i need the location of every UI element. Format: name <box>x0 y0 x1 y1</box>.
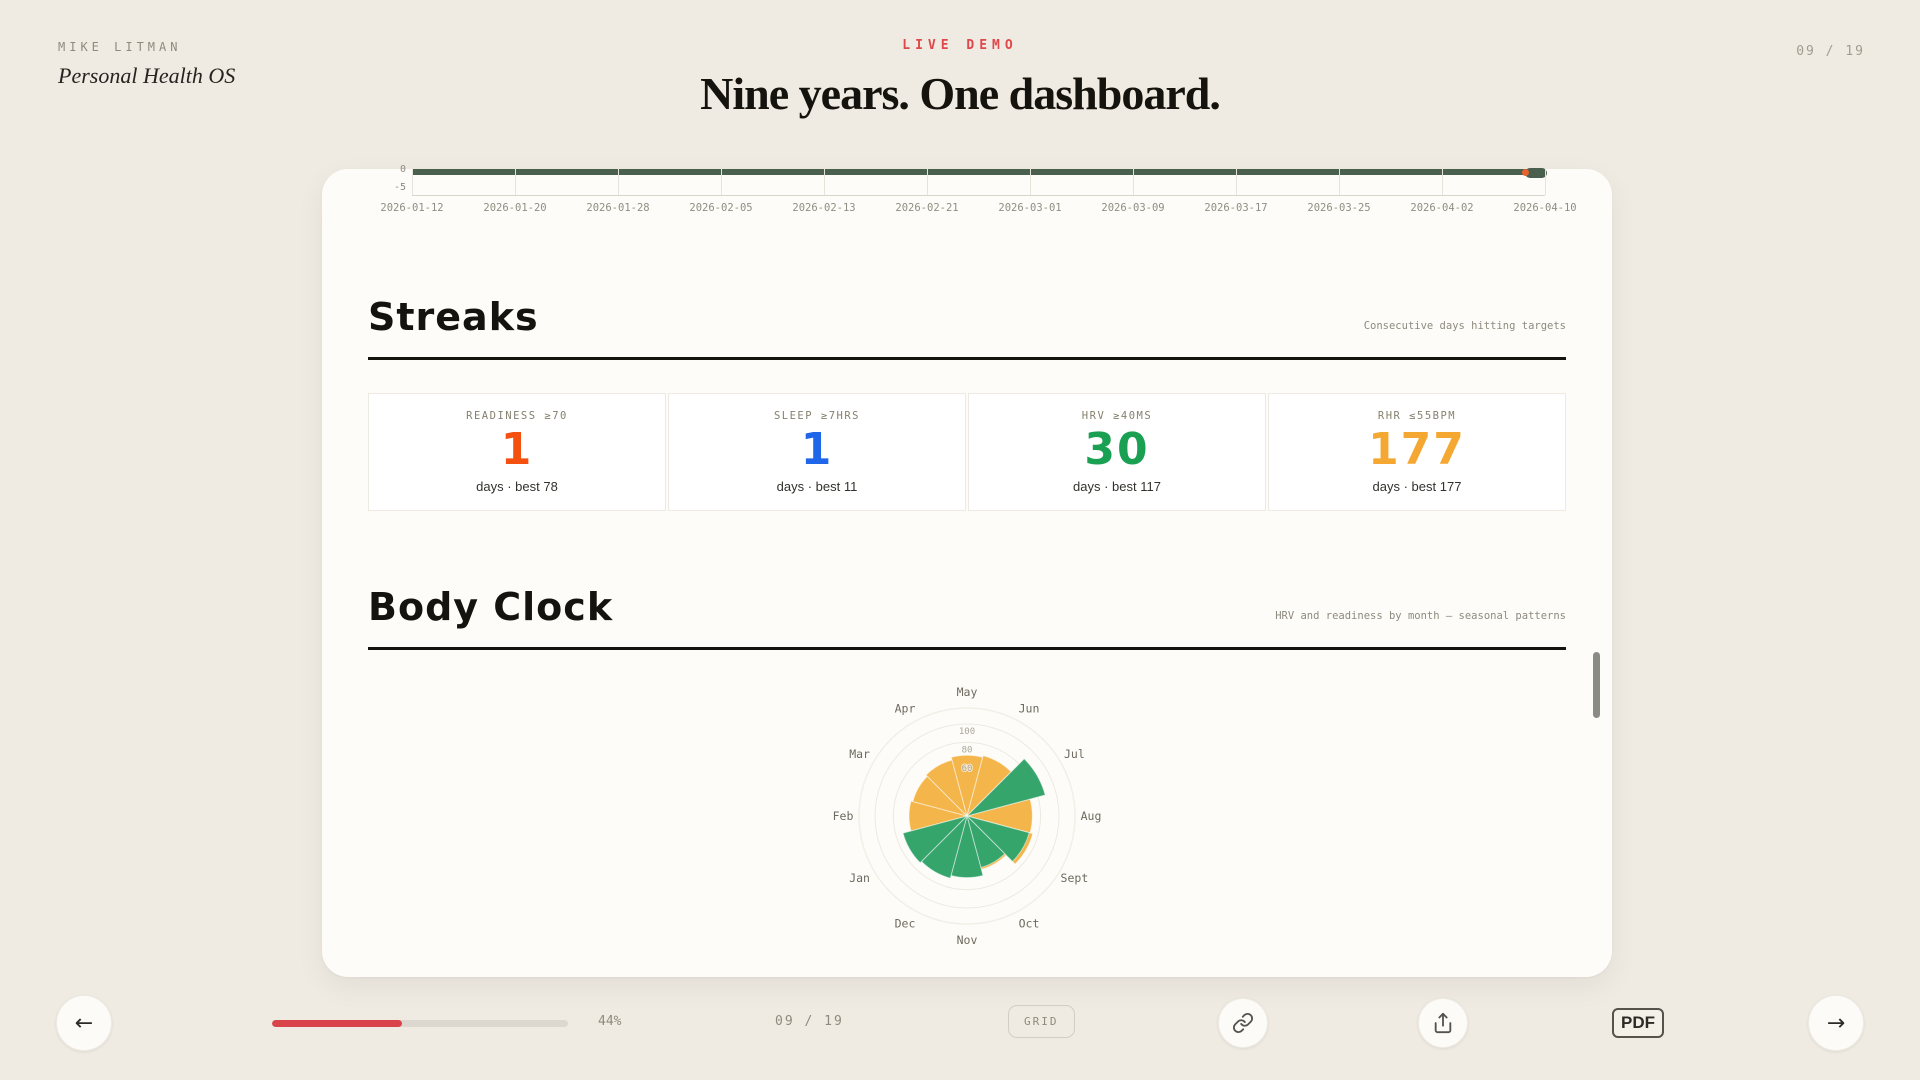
timeline-xtick-label: 2026-03-17 <box>1204 202 1268 214</box>
copy-link-button[interactable] <box>1218 998 1268 1048</box>
polar-month-label: Mar <box>849 747 870 761</box>
timeline-gridline <box>1545 169 1546 195</box>
timeline-gridline <box>927 169 928 195</box>
streak-card <box>668 393 966 511</box>
polar-month-label: Jan <box>849 871 870 885</box>
timeline-chart <box>380 164 1577 214</box>
progress-fill <box>272 1020 402 1027</box>
timeline-xtick-label: 2026-03-01 <box>998 202 1062 214</box>
right-arrow-icon: → <box>1826 1010 1846 1036</box>
slide-card <box>322 164 1612 977</box>
body-clock-title: Body Clock <box>368 585 614 629</box>
streak-card-value: 177 <box>1368 424 1466 475</box>
streak-card <box>1268 393 1566 511</box>
streak-card-value: 30 <box>1084 424 1150 475</box>
polar-month-label: Jul <box>1064 747 1085 761</box>
streak-cards <box>368 393 1566 511</box>
progress-percent-label: 44% <box>598 1014 622 1029</box>
streaks-rule <box>368 357 1566 360</box>
timeline-gridline <box>1442 169 1443 195</box>
prev-slide-button[interactable] <box>56 995 112 1051</box>
timeline-xtick-label: 2026-02-21 <box>895 202 959 214</box>
polar-month-label: Aug <box>1080 809 1102 823</box>
share-icon <box>1432 1012 1454 1034</box>
timeline-gridline <box>1236 169 1237 195</box>
polar-month-label: Sept <box>1060 871 1089 885</box>
streak-card-label: RHR ≤55BPM <box>1377 410 1457 422</box>
timeline-xtick-label: 2026-01-12 <box>380 202 444 214</box>
streak-card-label: READINESS ≥70 <box>466 410 568 422</box>
timeline-marker-dot <box>1522 169 1529 176</box>
grid-button[interactable]: GRID <box>1008 1005 1075 1038</box>
header-center <box>0 38 1920 120</box>
live-demo-badge: LIVE DEMO <box>902 38 1018 53</box>
polar-month-label: Jun <box>1018 701 1040 716</box>
timeline-xtick-label: 2026-01-28 <box>586 202 650 214</box>
polar-month-label: Oct <box>1018 916 1040 931</box>
streak-card-label: SLEEP ≥7HRS <box>773 410 861 422</box>
link-icon <box>1232 1012 1254 1034</box>
timeline-xtick-label: 2026-01-20 <box>483 202 547 214</box>
polar-month-label: Apr <box>894 701 916 716</box>
streak-card-sub: days · best 11 <box>776 479 858 494</box>
timeline-xtick-label: 2026-03-25 <box>1307 202 1371 214</box>
next-slide-button[interactable] <box>1808 995 1864 1051</box>
streak-card-sub: days · best 78 <box>476 479 558 494</box>
timeline-xtick-label: 2026-03-09 <box>1101 202 1165 214</box>
streak-card-value: 1 <box>800 424 834 475</box>
streak-card-label: HRV ≥40MS <box>1081 410 1153 422</box>
timeline-band <box>412 169 1545 175</box>
pdf-export-button[interactable]: PDF <box>1612 1008 1664 1038</box>
polar-month-label: Dec <box>894 916 916 931</box>
streak-card <box>968 393 1266 511</box>
page-indicator-bottom: 09 / 19 <box>775 1014 844 1029</box>
polar-month-label: May <box>956 685 978 699</box>
timeline-xtick-label: 2026-04-02 <box>1410 202 1474 214</box>
body-clock-rule <box>368 647 1566 650</box>
streak-card-sub: days · best 117 <box>1073 479 1161 494</box>
timeline-xtick-label: 2026-04-10 <box>1513 202 1577 214</box>
timeline-gridline <box>1339 169 1340 195</box>
timeline-gridline <box>1133 169 1134 195</box>
body-clock-subtitle: HRV and readiness by month — seasonal patterns <box>1275 610 1566 622</box>
page-indicator-top: 09 / 19 <box>1796 44 1865 59</box>
share-button[interactable] <box>1418 998 1468 1048</box>
timeline-gridline <box>618 169 619 195</box>
timeline-ytick: -5 <box>393 182 406 193</box>
left-arrow-icon: ← <box>74 1010 94 1036</box>
polar-ring-label: 80 <box>961 745 973 756</box>
streak-card-sub: days · best 177 <box>1372 479 1462 494</box>
body-clock-polar-chart <box>802 664 1132 979</box>
timeline-xtick-label: 2026-02-13 <box>792 202 856 214</box>
polar-month-label: Nov <box>956 933 978 947</box>
brand-title: Personal Health OS <box>58 63 236 88</box>
timeline-ytick: 0 <box>399 164 406 175</box>
timeline-gridline <box>1030 169 1031 195</box>
timeline-gridline <box>515 169 516 195</box>
slide-title: Nine years. One dashboard. <box>700 68 1220 119</box>
streaks-subtitle: Consecutive days hitting targets <box>1363 320 1566 332</box>
streaks-title: Streaks <box>368 295 539 339</box>
author-name: MIKE LITMAN <box>58 40 182 54</box>
streaks-section <box>368 295 1566 511</box>
timeline-gridline <box>412 169 413 195</box>
streak-card <box>368 393 666 511</box>
card-scrollbar-thumb[interactable] <box>1593 652 1600 718</box>
timeline-gridline <box>824 169 825 195</box>
polar-month-label: Feb <box>832 809 854 823</box>
body-clock-section <box>368 585 1566 979</box>
timeline-gridline <box>721 169 722 195</box>
streak-card-value: 1 <box>500 424 534 475</box>
timeline-xtick-label: 2026-02-05 <box>689 202 753 214</box>
polar-ring-label: 100 <box>958 727 976 737</box>
polar-ring-label: 60 <box>961 763 973 774</box>
progress-bar[interactable] <box>272 1020 568 1027</box>
